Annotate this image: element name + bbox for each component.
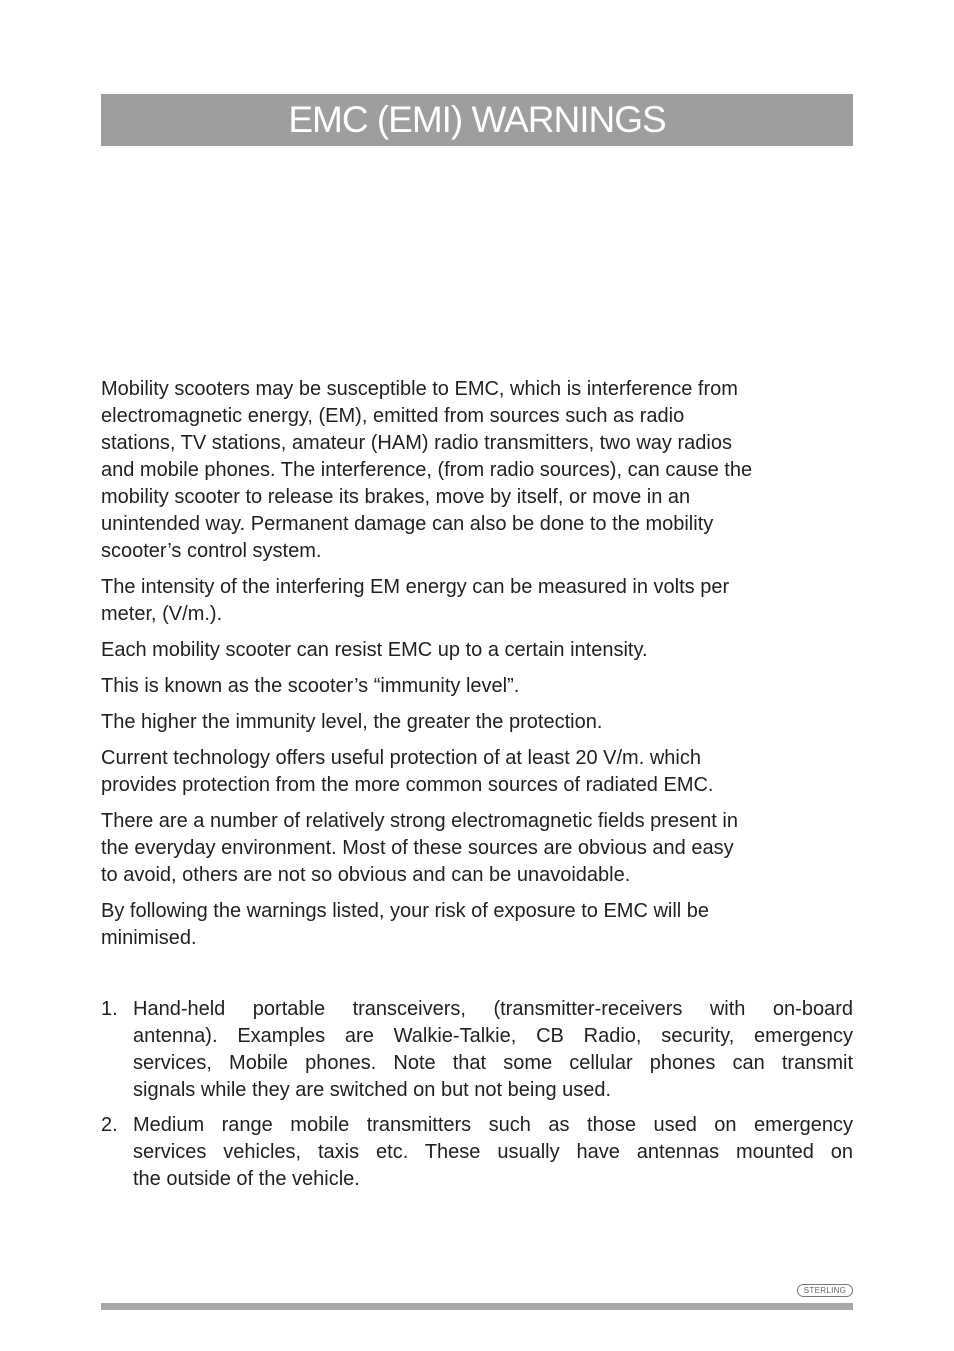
text-line: to avoid, others are not so obvious and can be unavoidable.: [101, 864, 631, 886]
paragraph: [101, 709, 853, 736]
text-line: the everyday environment. Most of these sources are obvious and easy: [101, 837, 734, 859]
text-line: services, Mobile phones. Note that some cellular phones can transmit: [133, 1052, 853, 1074]
text-line: scooter’s control system.: [101, 540, 322, 562]
text-line: mobility scooter to release its brakes, move by itself, or move in an: [101, 486, 691, 508]
text-line: This is known as the scooter’s “immunity level”.: [101, 675, 520, 697]
list-item: [101, 1112, 853, 1193]
text-line: The intensity of the interfering EM energy can be measured in volts per: [101, 576, 730, 598]
text-line: minimised.: [101, 927, 197, 949]
text-line: There are a number of relatively strong electromagnetic fields present in: [101, 810, 738, 832]
title-bar: [101, 94, 853, 146]
footer-bar: [101, 1303, 853, 1310]
warning-list: [101, 996, 853, 1201]
text-line: signals while they are switched on but not being used.: [133, 1079, 612, 1101]
paragraph: [101, 574, 853, 628]
paragraph: [101, 673, 853, 700]
text-line: the outside of the vehicle.: [133, 1168, 360, 1190]
text-line: Medium range mobile transmitters such as those used on emergency: [133, 1114, 853, 1136]
text-line: antenna). Examples are Walkie-Talkie, CB Radio, security, emergency: [133, 1025, 853, 1047]
text-line: unintended way. Permanent damage can also be done to the mobility: [101, 513, 714, 535]
text-line: services vehicles, taxis etc. These usually have antennas mounted on: [133, 1141, 853, 1163]
text-line: Each mobility scooter can resist EMC up to a certain intensity.: [101, 639, 648, 661]
text-line: The higher the immunity level, the greater the protection.: [101, 711, 603, 733]
body-text: [101, 376, 853, 961]
text-line: meter, (V/m.).: [101, 603, 223, 625]
paragraph: [101, 376, 853, 565]
text-line: Hand-held portable transceivers, (transmitter-receivers with on-board: [133, 998, 853, 1020]
paragraph: [101, 898, 853, 952]
paragraph: [101, 637, 853, 664]
text-line: and mobile phones. The interference, (from radio sources), can cause the: [101, 459, 753, 481]
text-line: stations, TV stations, amateur (HAM) radio transmitters, two way radios: [101, 432, 732, 454]
sterling-logo: STERLING: [797, 1284, 853, 1297]
text-line: By following the warnings listed, your risk of exposure to EMC will be: [101, 900, 710, 922]
paragraph: [101, 745, 853, 799]
text-line: electromagnetic energy, (EM), emitted from sources such as radio: [101, 405, 685, 427]
paragraph: [101, 808, 853, 889]
page-title: EMC (EMI) WARNINGS: [288, 99, 666, 140]
list-number: 1.: [101, 998, 118, 1020]
text-line: Mobility scooters may be susceptible to EMC, which is interference from: [101, 378, 738, 400]
list-number: 2.: [101, 1114, 118, 1136]
text-line: Current technology offers useful protection of at least 20 V/m. which: [101, 747, 701, 769]
text-line: provides protection from the more common sources of radiated EMC.: [101, 774, 714, 796]
list-item: [101, 996, 853, 1104]
